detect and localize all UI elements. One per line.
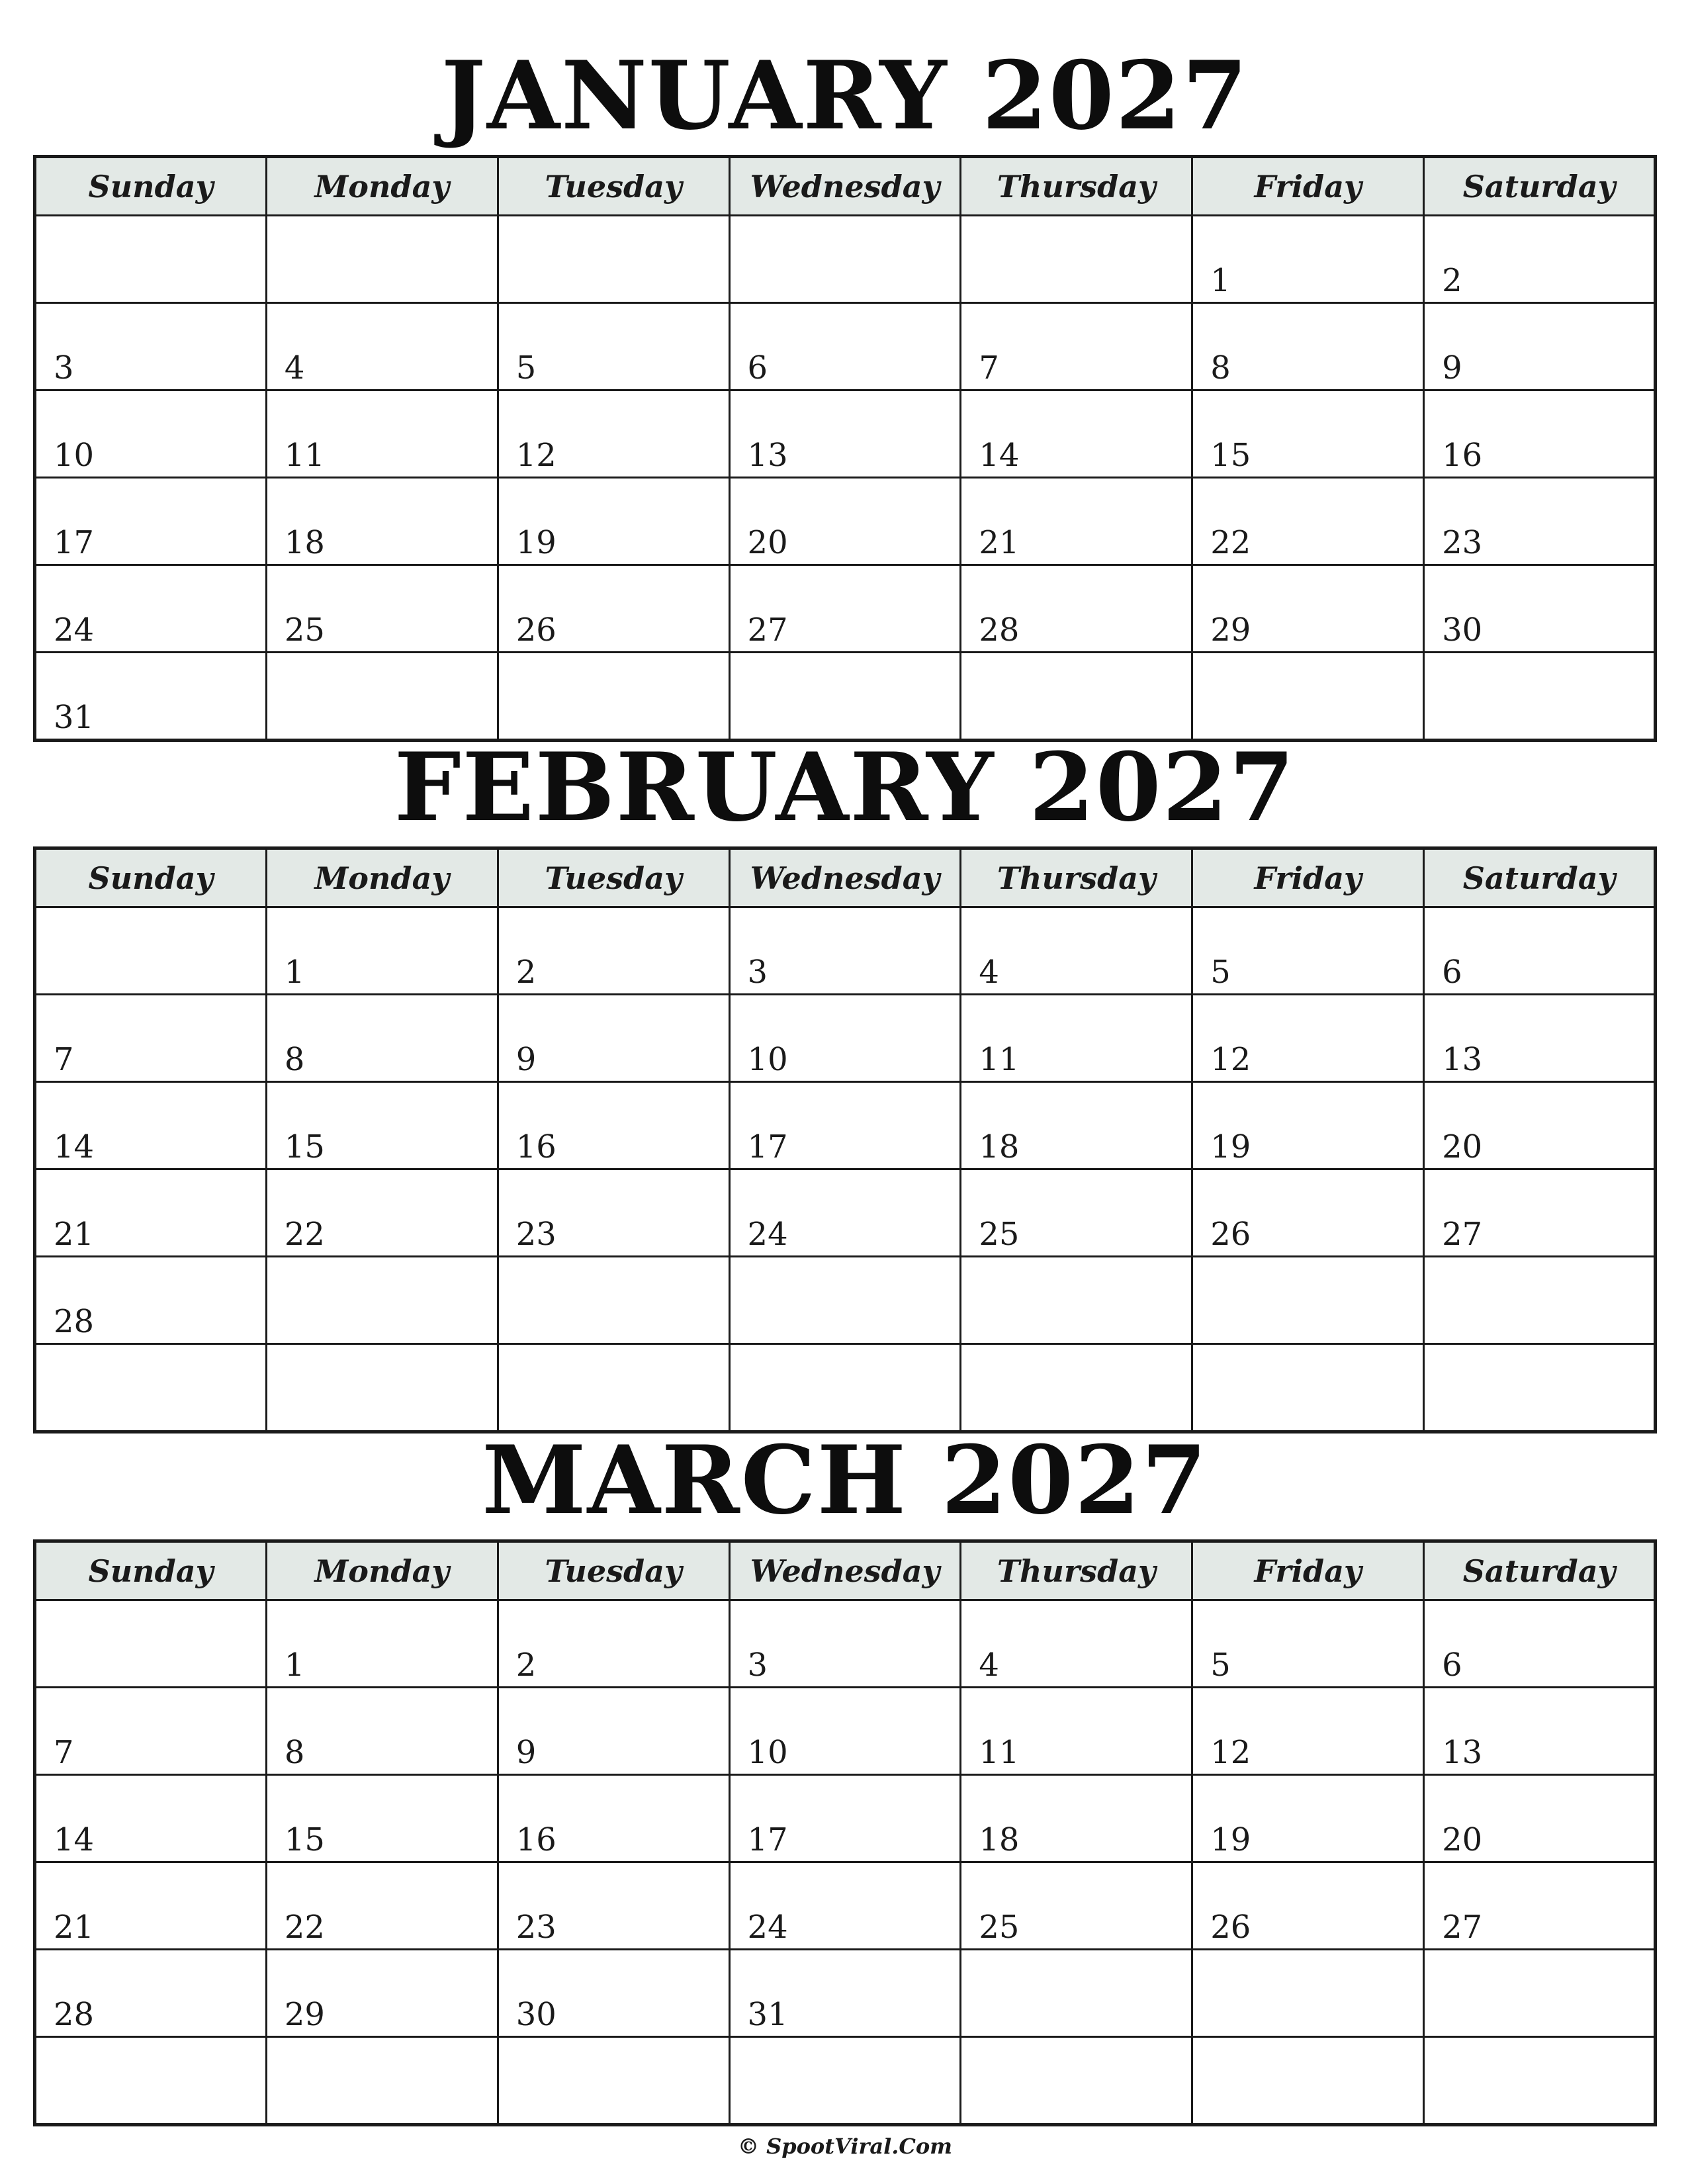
- week-row: [35, 565, 1656, 653]
- day-cell: 14: [961, 390, 1192, 478]
- day-cell: [961, 216, 1192, 303]
- week-row: [35, 303, 1656, 390]
- weekday-header: Wednesday: [729, 848, 961, 907]
- weekday-header: Sunday: [35, 157, 267, 216]
- day-cell: 4: [266, 303, 498, 390]
- weekday-header: Monday: [266, 848, 498, 907]
- day-cell: 21: [35, 1862, 267, 1950]
- day-cell: [1424, 653, 1656, 741]
- day-cell: 27: [1424, 1862, 1656, 1950]
- week-row: [35, 1862, 1656, 1950]
- month-title: FEBRUARY 2027: [394, 733, 1296, 842]
- day-cell: 15: [266, 1775, 498, 1862]
- day-cell: 12: [1192, 1688, 1424, 1775]
- day-cell: 16: [1424, 390, 1656, 478]
- day-cell: [729, 1344, 961, 1432]
- day-cell: 9: [498, 1688, 729, 1775]
- day-cell: [498, 1344, 729, 1432]
- day-cell: 8: [266, 995, 498, 1082]
- month-title: MARCH 2027: [482, 1426, 1208, 1535]
- day-cell: 3: [729, 907, 961, 995]
- day-cell: 13: [1424, 995, 1656, 1082]
- day-cell: [498, 653, 729, 741]
- day-cell: 18: [266, 478, 498, 565]
- weekday-header: Friday: [1192, 1541, 1424, 1600]
- weekday-header: Friday: [1192, 157, 1424, 216]
- day-cell: 21: [35, 1169, 267, 1257]
- weekday-header: Wednesday: [729, 1541, 961, 1600]
- weekday-header: Sunday: [35, 848, 267, 907]
- weekday-header: Tuesday: [498, 157, 729, 216]
- day-cell: 25: [961, 1169, 1192, 1257]
- day-cell: [498, 2037, 729, 2125]
- day-cell: 29: [1192, 565, 1424, 653]
- week-row: [35, 653, 1656, 741]
- calendar-grid: [33, 1539, 1657, 2126]
- day-cell: [961, 2037, 1192, 2125]
- week-row: [35, 2037, 1656, 2125]
- calendar-grid: [33, 846, 1657, 1433]
- day-cell: 11: [961, 1688, 1192, 1775]
- weekday-header: Saturday: [1424, 1541, 1656, 1600]
- day-cell: 17: [729, 1775, 961, 1862]
- day-cell: 22: [1192, 478, 1424, 565]
- day-cell: 14: [35, 1775, 267, 1862]
- day-cell: [729, 1257, 961, 1344]
- weekday-header-row: [35, 157, 1656, 216]
- day-cell: 17: [35, 478, 267, 565]
- week-row: [35, 995, 1656, 1082]
- day-cell: 2: [498, 1600, 729, 1688]
- day-cell: 22: [266, 1862, 498, 1950]
- day-cell: 8: [1192, 303, 1424, 390]
- weekday-header: Thursday: [961, 157, 1192, 216]
- day-cell: [35, 1344, 267, 1432]
- day-cell: [266, 2037, 498, 2125]
- weekday-header-row: [35, 1541, 1656, 1600]
- day-cell: 9: [1424, 303, 1656, 390]
- day-cell: 20: [729, 478, 961, 565]
- day-cell: 20: [1424, 1082, 1656, 1169]
- day-cell: 11: [266, 390, 498, 478]
- month-title: JANUARY 2027: [441, 41, 1249, 151]
- day-cell: [1192, 1344, 1424, 1432]
- day-cell: 20: [1424, 1775, 1656, 1862]
- week-row: [35, 1169, 1656, 1257]
- day-cell: 19: [1192, 1082, 1424, 1169]
- day-cell: 10: [729, 995, 961, 1082]
- day-cell: 31: [35, 653, 267, 741]
- day-cell: 15: [266, 1082, 498, 1169]
- weekday-header: Sunday: [35, 1541, 267, 1600]
- day-cell: 24: [729, 1862, 961, 1950]
- day-cell: [266, 1257, 498, 1344]
- day-cell: 4: [961, 907, 1192, 995]
- day-cell: 17: [729, 1082, 961, 1169]
- day-cell: 26: [498, 565, 729, 653]
- weekday-header: Wednesday: [729, 157, 961, 216]
- day-cell: [961, 653, 1192, 741]
- week-row: [35, 390, 1656, 478]
- day-cell: 3: [35, 303, 267, 390]
- day-cell: 23: [498, 1862, 729, 1950]
- day-cell: 10: [729, 1688, 961, 1775]
- week-row: [35, 1082, 1656, 1169]
- weekday-header: Saturday: [1424, 157, 1656, 216]
- day-cell: [729, 653, 961, 741]
- weekday-header: Thursday: [961, 1541, 1192, 1600]
- day-cell: 16: [498, 1082, 729, 1169]
- day-cell: [266, 1344, 498, 1432]
- day-cell: [729, 216, 961, 303]
- day-cell: 1: [266, 907, 498, 995]
- day-cell: 6: [1424, 907, 1656, 995]
- day-cell: [266, 216, 498, 303]
- day-cell: 6: [1424, 1600, 1656, 1688]
- week-row: [35, 1950, 1656, 2037]
- day-cell: 30: [1424, 565, 1656, 653]
- day-cell: 2: [1424, 216, 1656, 303]
- day-cell: 24: [729, 1169, 961, 1257]
- day-cell: [35, 1600, 267, 1688]
- day-cell: 7: [961, 303, 1192, 390]
- day-cell: 13: [729, 390, 961, 478]
- copyright-footer: © SpootViral.Com: [737, 2134, 953, 2159]
- day-cell: 5: [1192, 907, 1424, 995]
- day-cell: [498, 1257, 729, 1344]
- day-cell: 29: [266, 1950, 498, 2037]
- day-cell: [961, 1950, 1192, 2037]
- week-row: [35, 1344, 1656, 1432]
- day-cell: 25: [266, 565, 498, 653]
- week-row: [35, 478, 1656, 565]
- day-cell: 28: [35, 1257, 267, 1344]
- day-cell: 8: [266, 1688, 498, 1775]
- day-cell: 9: [498, 995, 729, 1082]
- weekday-header: Monday: [266, 1541, 498, 1600]
- weekday-header: Tuesday: [498, 1541, 729, 1600]
- day-cell: 27: [1424, 1169, 1656, 1257]
- day-cell: 11: [961, 995, 1192, 1082]
- day-cell: 24: [35, 565, 267, 653]
- day-cell: 31: [729, 1950, 961, 2037]
- day-cell: 26: [1192, 1169, 1424, 1257]
- day-cell: [1424, 1344, 1656, 1432]
- day-cell: [1192, 1950, 1424, 2037]
- weekday-header: Tuesday: [498, 848, 729, 907]
- week-row: [35, 1257, 1656, 1344]
- week-row: [35, 1688, 1656, 1775]
- weekday-header-row: [35, 848, 1656, 907]
- day-cell: 14: [35, 1082, 267, 1169]
- day-cell: [961, 1257, 1192, 1344]
- day-cell: 16: [498, 1775, 729, 1862]
- day-cell: 7: [35, 995, 267, 1082]
- day-cell: 25: [961, 1862, 1192, 1950]
- weekday-header: Thursday: [961, 848, 1192, 907]
- day-cell: 13: [1424, 1688, 1656, 1775]
- day-cell: [1424, 1950, 1656, 2037]
- day-cell: 18: [961, 1775, 1192, 1862]
- weekday-header: Saturday: [1424, 848, 1656, 907]
- day-cell: 27: [729, 565, 961, 653]
- day-cell: 21: [961, 478, 1192, 565]
- day-cell: 26: [1192, 1862, 1424, 1950]
- day-cell: [1192, 653, 1424, 741]
- day-cell: 19: [498, 478, 729, 565]
- day-cell: 12: [1192, 995, 1424, 1082]
- day-cell: 23: [1424, 478, 1656, 565]
- day-cell: 30: [498, 1950, 729, 2037]
- week-row: [35, 907, 1656, 995]
- weekday-header: Monday: [266, 157, 498, 216]
- day-cell: 18: [961, 1082, 1192, 1169]
- day-cell: 1: [1192, 216, 1424, 303]
- weekday-header: Friday: [1192, 848, 1424, 907]
- day-cell: 15: [1192, 390, 1424, 478]
- day-cell: [35, 2037, 267, 2125]
- week-row: [35, 1600, 1656, 1688]
- day-cell: 5: [1192, 1600, 1424, 1688]
- day-cell: 2: [498, 907, 729, 995]
- day-cell: 19: [1192, 1775, 1424, 1862]
- day-cell: [1424, 2037, 1656, 2125]
- day-cell: [1424, 1257, 1656, 1344]
- day-cell: [35, 216, 267, 303]
- day-cell: [266, 653, 498, 741]
- day-cell: 4: [961, 1600, 1192, 1688]
- day-cell: 23: [498, 1169, 729, 1257]
- day-cell: [498, 216, 729, 303]
- calendar-grid: [33, 155, 1657, 742]
- day-cell: [35, 907, 267, 995]
- day-cell: [729, 2037, 961, 2125]
- day-cell: 28: [961, 565, 1192, 653]
- day-cell: [1192, 1257, 1424, 1344]
- day-cell: 5: [498, 303, 729, 390]
- day-cell: 22: [266, 1169, 498, 1257]
- day-cell: 28: [35, 1950, 267, 2037]
- day-cell: 1: [266, 1600, 498, 1688]
- day-cell: [961, 1344, 1192, 1432]
- day-cell: 10: [35, 390, 267, 478]
- week-row: [35, 216, 1656, 303]
- day-cell: [1192, 2037, 1424, 2125]
- week-row: [35, 1775, 1656, 1862]
- day-cell: 12: [498, 390, 729, 478]
- day-cell: 3: [729, 1600, 961, 1688]
- day-cell: 7: [35, 1688, 267, 1775]
- day-cell: 6: [729, 303, 961, 390]
